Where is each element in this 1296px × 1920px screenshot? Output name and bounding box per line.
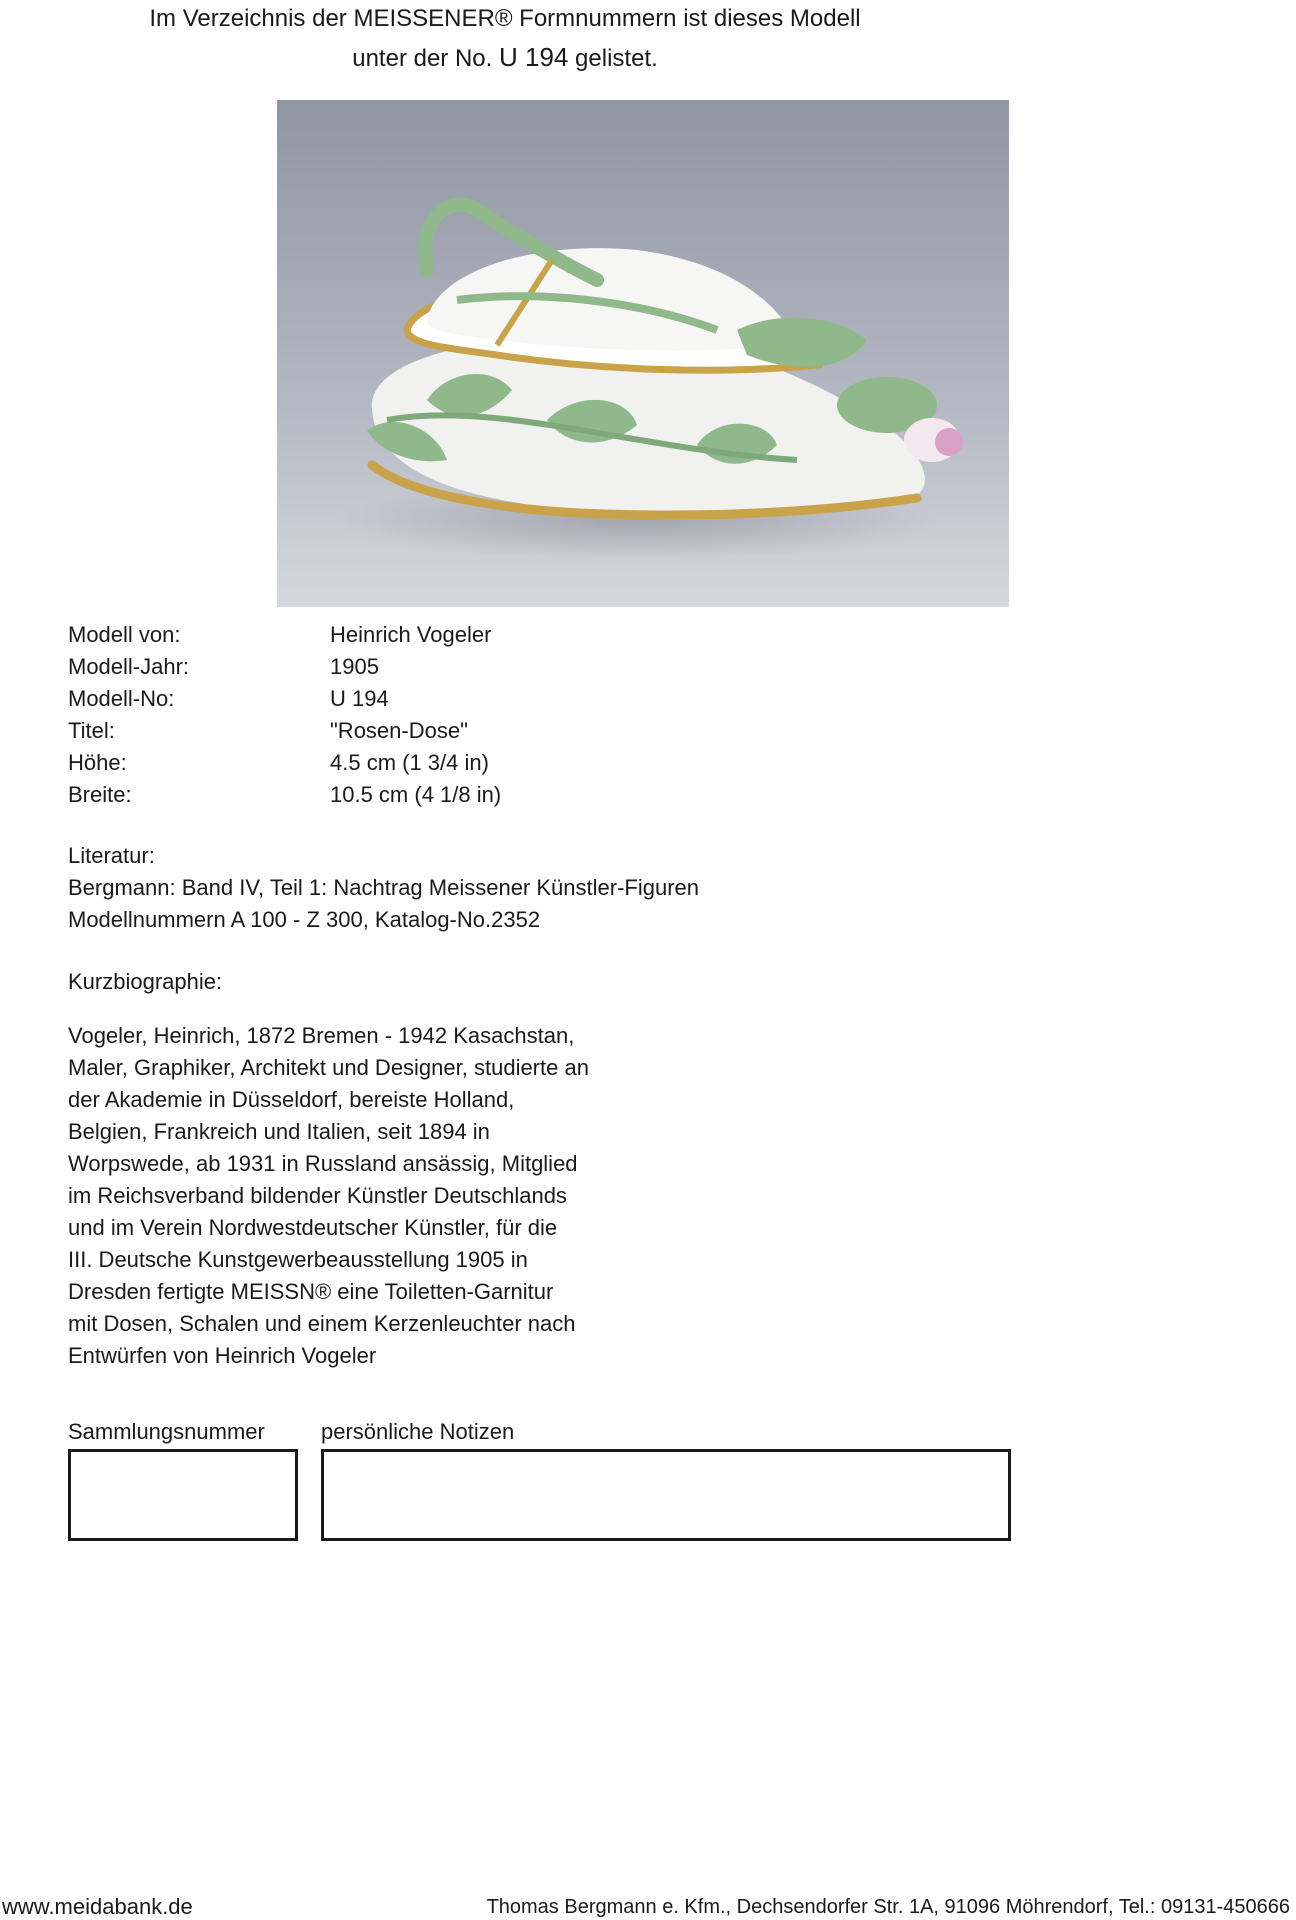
bio-line: Maler, Graphiker, Architekt und Designer, studierte an: [68, 1055, 589, 1080]
specs-table: [68, 619, 501, 811]
bio-line: der Akademie in Düsseldorf, bereiste Holland,: [68, 1087, 515, 1112]
bio-line: Entwürfen von Heinrich Vogeler: [68, 1343, 377, 1368]
bio-line: Vogeler, Heinrich, 1872 Bremen - 1942 Kasachstan,: [68, 1023, 575, 1048]
spec-label: Modell-Jahr:: [68, 654, 190, 679]
bio-line: III. Deutsche Kunstgewerbeausstellung 1905 in: [68, 1247, 528, 1272]
spec-row-model-year: [68, 651, 501, 683]
literature-section: [68, 840, 699, 936]
website-link[interactable]: www.meidabank.de: [2, 1894, 193, 1919]
header-suffix: gelistet.: [575, 45, 658, 72]
spec-label: Titel:: [68, 718, 115, 743]
biography-text: [68, 1020, 628, 1372]
spec-row-width: [68, 779, 501, 811]
literature-heading: Literatur:: [68, 843, 155, 868]
header: [0, 0, 1010, 78]
header-line-1: Im Verzeichnis der MEISSENER® Formnummern ist dieses Modell: [149, 5, 861, 32]
porcelain-box-image: [277, 100, 1009, 607]
spec-row-model-no: [68, 683, 501, 715]
biography-heading: Kurzbiographie:: [68, 969, 223, 994]
bio-line: mit Dosen, Schalen und einem Kerzenleuchter nach: [68, 1311, 576, 1336]
spec-value: "Rosen-Dose": [330, 718, 468, 743]
spec-value: 4.5 cm (1 3/4 in): [330, 750, 489, 775]
bio-line: im Reichsverband bildender Künstler Deutschlands: [68, 1183, 567, 1208]
bio-line: Belgien, Frankreich und Italien, seit 1894 in: [68, 1119, 490, 1144]
spec-value: 10.5 cm (4 1/8 in): [330, 782, 502, 807]
spec-value: U 194: [330, 686, 389, 711]
product-photo: [277, 100, 1009, 607]
spec-label: Breite:: [68, 782, 132, 807]
spec-value: Heinrich Vogeler: [330, 622, 492, 647]
spec-row-model-by: [68, 619, 501, 651]
spec-value: 1905: [330, 654, 379, 679]
personal-notes-label: persönliche Notizen: [321, 1419, 515, 1444]
header-line-2: [0, 38, 1010, 78]
footer-address: Thomas Bergmann e. Kfm., Dechsendorfer Str. 1A, 91096 Möhrendorf, Tel.: 09131-450666: [486, 1896, 1290, 1918]
bio-line: und im Verein Nordwestdeutscher Künstler, für die: [68, 1215, 558, 1240]
header-prefix: unter der No.: [352, 45, 493, 72]
collection-number-label: Sammlungsnummer: [68, 1419, 265, 1444]
literature-line: Bergmann: Band IV, Teil 1: Nachtrag Meissener Künstler-Figuren: [68, 875, 699, 900]
model-number-highlight: U 194: [498, 42, 569, 72]
bio-line: Dresden fertigte MEISSN® eine Toiletten-Garnitur: [68, 1279, 554, 1304]
spec-label: Modell-No:: [68, 686, 175, 711]
spec-row-title: [68, 715, 501, 747]
spec-label: Höhe:: [68, 750, 127, 775]
bio-line: Worpswede, ab 1931 in Russland ansässig, Mitglied: [68, 1151, 578, 1176]
literature-line: Modellnummern A 100 - Z 300, Katalog-No.2352: [68, 907, 541, 932]
spec-row-height: [68, 747, 501, 779]
personal-notes-box[interactable]: [321, 1449, 1011, 1541]
spec-label: Modell von:: [68, 622, 181, 647]
collection-number-box[interactable]: [68, 1449, 298, 1541]
